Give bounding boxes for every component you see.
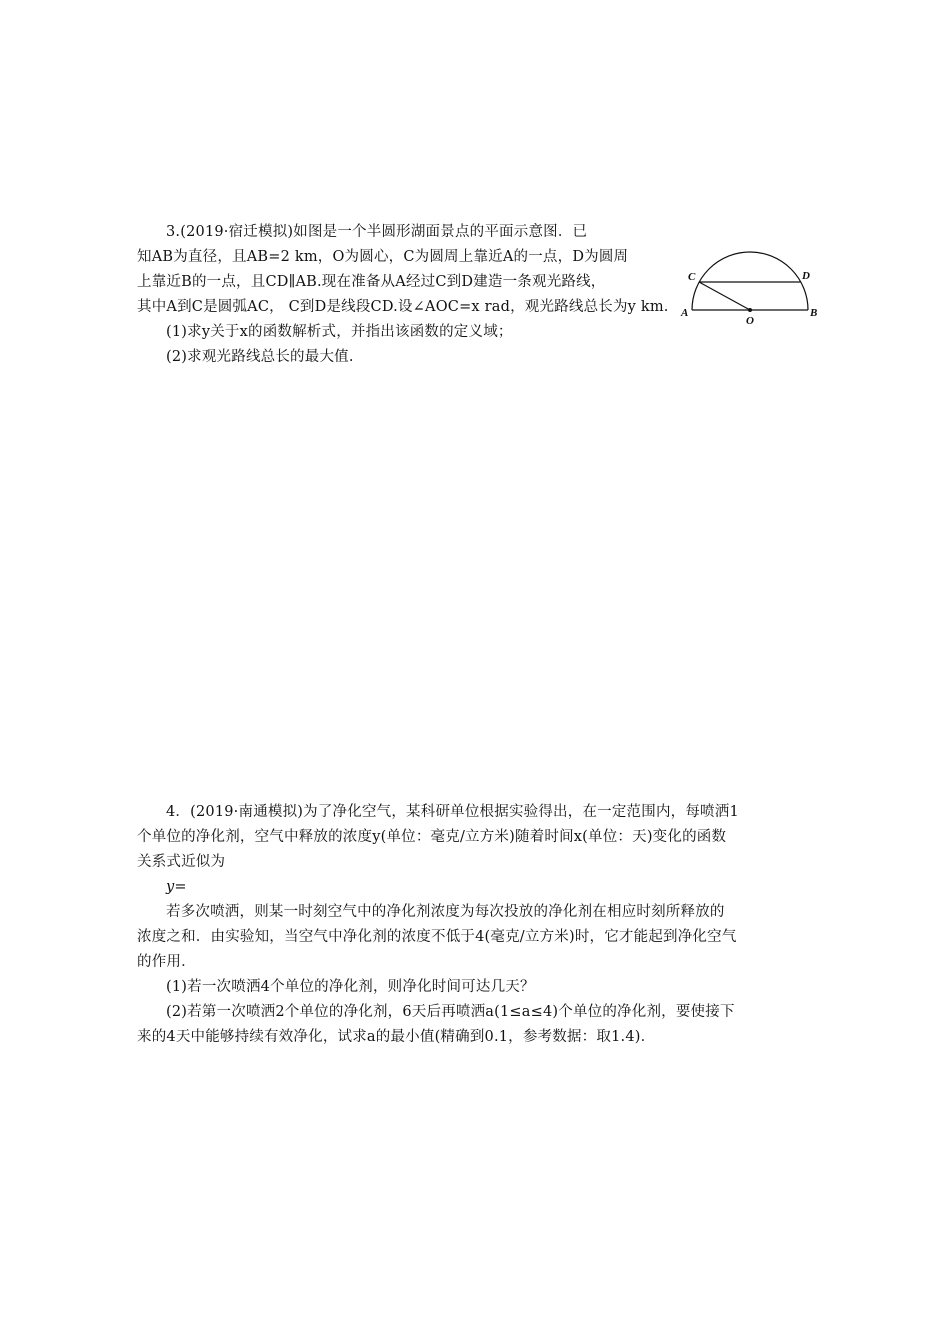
semicircle-arc [692, 252, 808, 310]
problem3-line-2: 知AB为直径，且AB=2 km，O为圆心，C为圆周上靠近A的一点，D为圆周 [137, 249, 629, 265]
problem3-line-3: 上靠近B的一点，且CD∥AB.现在准备从A经过C到D建造一条观光路线， [137, 274, 606, 290]
problem4-line-3: 关系式近似为 [137, 854, 226, 870]
center-point-o [748, 308, 752, 312]
problem4-question-2: (2)若第一次喷洒2个单位的净化剂，6天后再喷洒a(1≤a≤4)个单位的净化剂，要使接下 [166, 1004, 735, 1020]
segment-oc [699, 282, 750, 310]
problem3-question-1: (1)求y关于x的函数解析式，并指出该函数的定义域； [166, 324, 513, 340]
problem3-line-4: 其中A到C是圆弧AC， C到D是线段CD.设∠AOC=x rad，观光路线总长为y km. [137, 299, 669, 315]
problem4-line-5: 若多次喷洒，则某一时刻空气中的净化剂浓度为每次投放的净化剂在相应时刻所释放的 [166, 904, 725, 920]
problem4-question-1: (1)若一次喷洒4个单位的净化剂，则净化时间可达几天？ [166, 979, 535, 995]
label-a: A [681, 307, 689, 319]
problem3-question-2: (2)求观光路线总长的最大值. [166, 349, 354, 365]
label-b: B [810, 307, 818, 319]
label-c: C [688, 271, 696, 283]
label-o: O [746, 315, 754, 326]
problem3-line-1: 3.(2019·宿迁模拟)如图是一个半圆形湖面景点的平面示意图．已 [166, 224, 588, 240]
problem4-line-6: 浓度之和．由实验知，当空气中净化剂的浓度不低于4(毫克/立方米)时，它才能起到净化空气 [137, 929, 737, 945]
problem4-formula: y= [166, 879, 187, 895]
problem4-line-1: 4．(2019·南通模拟)为了净化空气，某科研单位根据实验得出，在一定范围内，每喷洒1 [166, 804, 739, 820]
problem4-line-7: 的作用． [137, 954, 196, 970]
problem4-line-2: 个单位的净化剂，空气中释放的浓度y(单位：毫克/立方米)随着时间x(单位：天)变化的函数 [137, 829, 727, 845]
label-d: D [802, 270, 810, 282]
semicircle-figure [680, 246, 822, 326]
problem4-line-10: 来的4天中能够持续有效净化，试求a的最小值(精确到0.1，参考数据：取1.4)． [137, 1029, 656, 1045]
